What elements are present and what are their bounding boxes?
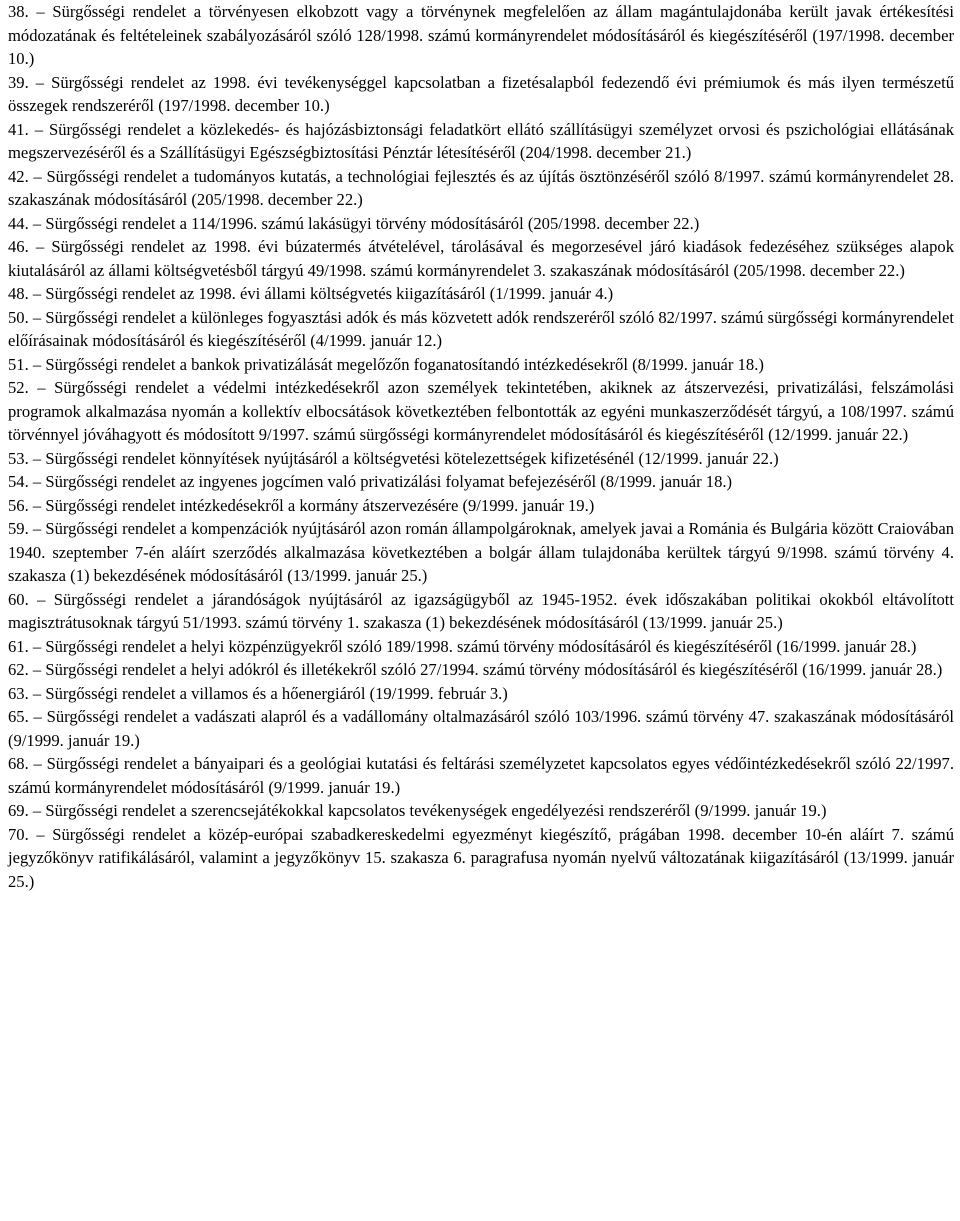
decree-entry-63: 63. – Sürgősségi rendelet a villamos és a hőenergiáról (19/1999. február 3.) xyxy=(8,683,508,703)
decree-list xyxy=(8,0,954,893)
decree-entry-68: 68. – Sürgősségi rendelet a bányaipari és a geológiai kutatási és feltárási személyzetet kapcsolatos egyes védőintézkedésekről szóló 22/1997. számú kormányrendelet módosításáról (9/1999. január 19.) xyxy=(8,754,954,797)
decree-entry-42: 42. – Sürgősségi rendelet a tudományos kutatás, a technológiai fejlesztés és az újítás ösztönzéséről szóló 8/1997. számú kormányrendelet 28. szakaszának módosításáról (205/1998. december 22.) xyxy=(8,166,954,209)
decree-entry-38: 38. – Sürgősségi rendelet a törvényesen elkobzott vagy a törvénynek megfelelően az állam magántulajdonába került javak értékesítési módozatának és feltételeinek szabályozásáról szóló 128/1998. számú kormányrendelet módosításáról és kiegészítéséről (197/1998. december 10.) xyxy=(8,2,954,68)
decree-entry-70: 70. – Sürgősségi rendelet a közép-európai szabadkereskedelmi egyezményt kiegészítő, prágában 1998. december 10-én aláírt 7. számú jegyzőkönyv ratifikálásáról, valamint a jegyzőkönyv 15. szakasza 6. paragrafusa nyomán nyelvű változatának kiigazításáról (13/1999. január 25.) xyxy=(8,824,954,891)
decree-entry-53: 53. – Sürgősségi rendelet könnyítések nyújtásáról a költségvetési kötelezettségek kifizetésénél (12/1999. január 22.) xyxy=(8,448,779,468)
decree-entry-39: 39. – Sürgősségi rendelet az 1998. évi tevékenységgel kapcsolatban a fizetésalapból fedezendő évi prémiumok és más ilyen természetű összegek rendszeréről (197/1998. december 10.) xyxy=(8,72,954,115)
decree-entry-62: 62. – Sürgősségi rendelet a helyi adókról és illetékekről szóló 27/1994. számú törvény módosításáról és kiegészítéséről (16/1999. január 28.) xyxy=(8,660,943,679)
decree-entry-51: 51. – Sürgősségi rendelet a bankok privatizálását megelőzőn foganatosítandó intézkedésekről (8/1999. január 18.) xyxy=(8,354,764,374)
decree-entry-65: 65. – Sürgősségi rendelet a vadászati alapról és a vadállomány oltalmazásáról szóló 103/1996. számú törvény 47. szakaszának módosításáról (9/1999. január 19.) xyxy=(8,707,954,750)
decree-entry-59: 59. – Sürgősségi rendelet a kompenzációk nyújtásáról azon román állampolgároknak, amelyek javai a Románia és Bulgária között Craiovában 1940. szeptember 7-én aláírt szerződés alkalmazása következtében a bolgár állam tulajdonába kerültek tárgyú 9/1998. számú törvény 4. szakasza (1) bekezdésének módosításáról (13/1999. január 25.) xyxy=(8,519,954,585)
decree-entry-60: 60. – Sürgősségi rendelet a járandóságok nyújtásáról az igazságügyből az 1945-1952. évek időszakában politikai okokból eltávolított magisztrátusoknak tárgyú 51/1993. számú törvény 1. szakasza (1) bekezdésének módosításáról (13/1999. január 25.) xyxy=(8,589,954,632)
decree-entry-46: 46. – Sürgősségi rendelet az 1998. évi búzatermés átvételével, tárolásával és megorzesével járó kiadások fedezéséhez szükséges alapok kiutalásáról az állami költségvetésből tárgyú 49/1998. számú kormányrendelet 3. szakaszának módosításáról (205/1998. december 22.) xyxy=(8,237,954,280)
decree-entry-54: 54. – Sürgősségi rendelet az ingyenes jogcímen való privatizálási folyamat befejezéséről (8/1999. január 18.) xyxy=(8,472,733,491)
decree-entry-48: 48. – Sürgősségi rendelet az 1998. évi állami költségvetés kiigazításáról (1/1999. január 4.) xyxy=(8,284,614,303)
decree-entry-61: 61. – Sürgősségi rendelet a helyi közpénzügyekről szóló 189/1998. számú törvény módosításáról és kiegészítéséről (16/1999. január 28.) xyxy=(8,636,917,656)
decree-entry-69: 69. – Sürgősségi rendelet a szerencsejátékokkal kapcsolatos tevékenységek engedélyezési rendszeréről (9/1999. január 19.) xyxy=(8,801,827,820)
decree-entry-52: 52. – Sürgősségi rendelet a védelmi intézkedésekről azon személyek tekintetében, akiknek az átszervezési, privatizálási, felszámolási programok alkalmazása nyomán a kollektív elbocsátások következtében felbontották az egyéni munkaszerződését tárgyú, a 108/1997. számú törvénnyel jóváhagyott és módosított 9/1997. számú sürgősségi kormányrendelet módosításáról és kiegészítéséről (12/1999. január 22.) xyxy=(8,378,954,444)
decree-entry-44: 44. – Sürgősségi rendelet a 114/1996. számú lakásügyi törvény módosításáról (205/1998. december 22.) xyxy=(8,213,700,233)
decree-entry-41: 41. – Sürgősségi rendelet a közlekedés- és hajózásbiztonsági feladatkört ellátó szállításügyi személyzet orvosi és pszichológiai ellátásának megszervezéséről és a Szállításügyi Egészségbiztosítási Pénztár létesítéséről (204/1998. december 21.) xyxy=(8,119,954,162)
decree-entry-50: 50. – Sürgősségi rendelet a különleges fogyasztási adók és más közvetett adók rendszeréről szóló 82/1997. számú sürgősségi kormányrendelet előírásainak módosításáról és kiegészítéséről (4/1999. január 12.) xyxy=(8,307,954,350)
decree-entry-56: 56. – Sürgősségi rendelet intézkedésekről a kormány átszervezésére (9/1999. január 19.) xyxy=(8,495,595,515)
